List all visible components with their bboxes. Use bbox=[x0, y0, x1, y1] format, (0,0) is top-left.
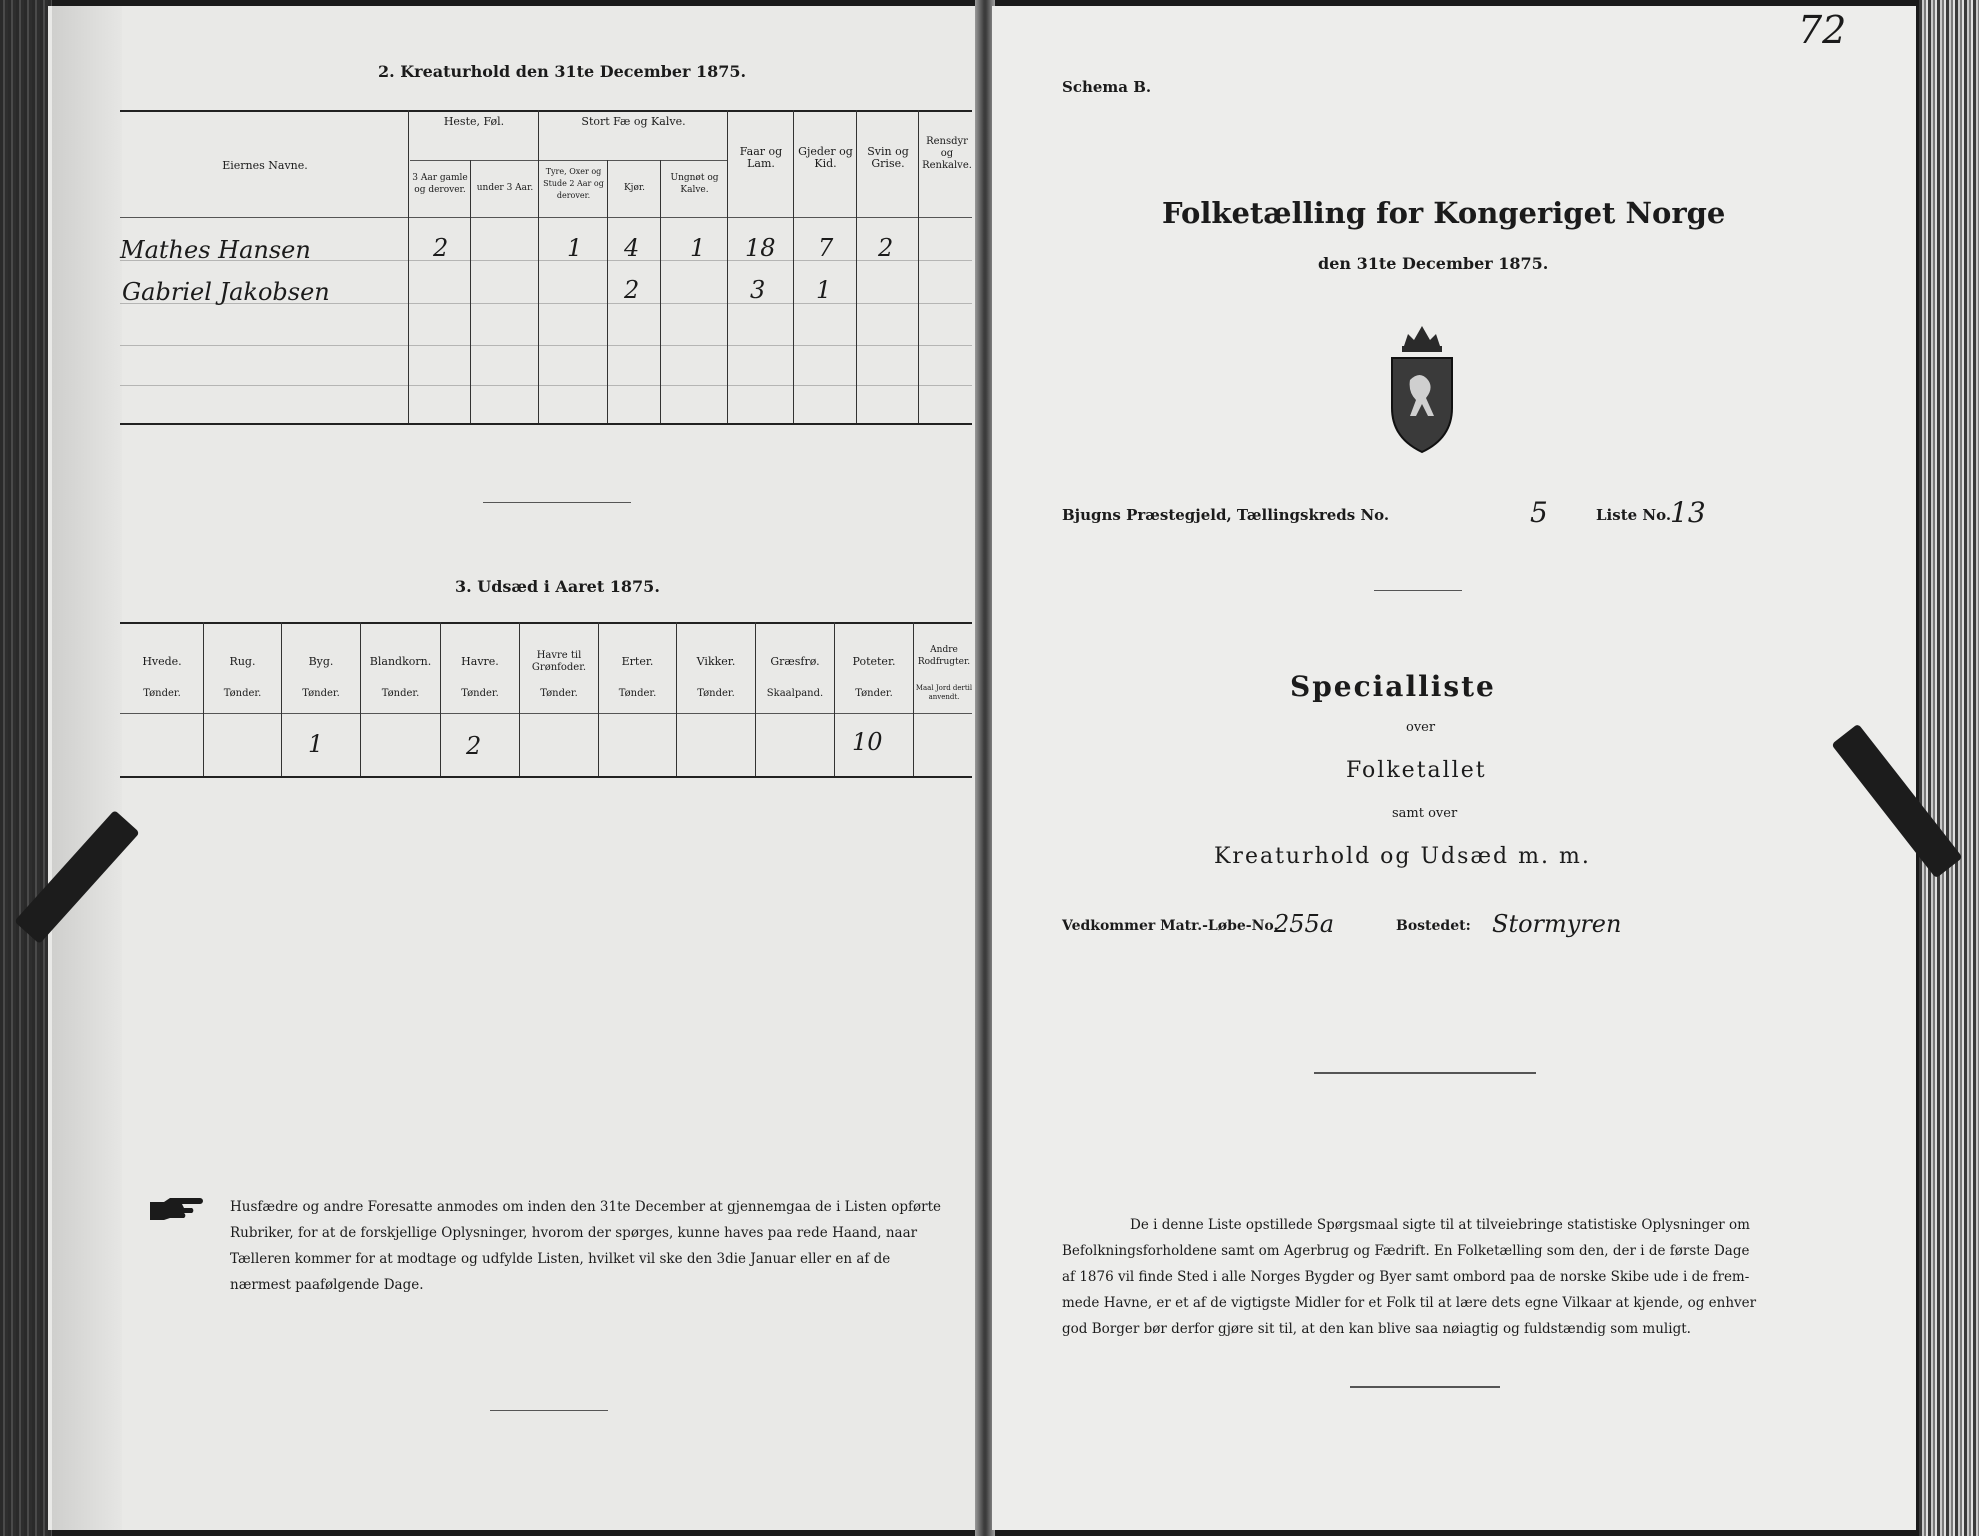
footer-line: Befolkningsforholdene samt om Agerbrug og Fædrift. En Folketælling som den, der i de første Dage bbox=[1062, 1243, 1750, 1259]
poteter-header: Poteter. bbox=[852, 655, 896, 668]
row2-faar: 3 bbox=[750, 276, 766, 304]
havre-gronfoder-unit: Tønder. bbox=[540, 688, 578, 699]
havre-gronfoder-header: Havre til Grønfoder. bbox=[531, 650, 587, 673]
svin-header: Svin og Grise. bbox=[867, 145, 909, 170]
table2-row-rule bbox=[120, 385, 972, 386]
notice-line: Husfædre og andre Foresatte anmodes om inden den 31te December at gjennemgaa de i Listen opførte bbox=[230, 1199, 942, 1215]
gjeder-header: Gjeder og Kid. bbox=[798, 145, 853, 170]
norway-coat-of-arms bbox=[1382, 318, 1462, 462]
table2-col-divider bbox=[856, 110, 857, 423]
page-number: 72 bbox=[1798, 8, 1847, 52]
book-edge-right bbox=[1919, 0, 1979, 1536]
notice-block bbox=[230, 1194, 970, 1298]
heste-header: Heste, Føl. bbox=[443, 115, 505, 128]
footer-line: god Borger bør derfor gjøre sit til, at den kan blive saa nøiagtig og fuldstændig som muligt. bbox=[1062, 1321, 1691, 1337]
table3-bottom-rule bbox=[120, 776, 972, 778]
byg-value: 1 bbox=[308, 730, 324, 758]
left-page bbox=[48, 6, 978, 1530]
graesfro-header: Græsfrø. bbox=[770, 655, 820, 668]
footer-line: af 1876 vil finde Sted i alle Norges Bygder og Byer samt ombord paa de norske Skibe ude i de frem- bbox=[1062, 1269, 1750, 1285]
liste-label: Liste No. bbox=[1596, 506, 1672, 524]
table3-header-rule bbox=[120, 713, 972, 714]
byg-header: Byg. bbox=[308, 655, 334, 668]
poteter-unit: Tønder. bbox=[855, 688, 893, 699]
table2-header-rule bbox=[120, 217, 972, 218]
bottom-separator bbox=[1350, 1386, 1500, 1388]
book-edge-left bbox=[0, 0, 52, 1536]
havre-unit: Tønder. bbox=[461, 688, 499, 699]
blandkorn-header: Blandkorn. bbox=[369, 655, 432, 668]
footer-block bbox=[1062, 1212, 1892, 1342]
document-title: Folketælling for Kongeriget Norge bbox=[1162, 196, 1726, 230]
folketallet-heading: Folketallet bbox=[1346, 758, 1487, 783]
footer-line: De i denne Liste opstillede Spørgsmaal sigte til at tilveiebringe statistiske Oplysninger om bbox=[1130, 1217, 1750, 1233]
table2-col-divider bbox=[727, 110, 728, 423]
erter-header: Erter. bbox=[621, 655, 654, 668]
table2-col-divider bbox=[538, 110, 539, 423]
table2-col-divider bbox=[918, 110, 919, 423]
section2-title: 2. Kreaturhold den 31te December 1875. bbox=[378, 62, 747, 81]
row2-kjor: 2 bbox=[624, 276, 640, 304]
bosted-value: Stormyren bbox=[1492, 910, 1622, 938]
section3-title: 3. Udsæd i Aaret 1875. bbox=[455, 577, 660, 596]
andre-rodfrugter-header: Andre Rodfrugter. bbox=[917, 645, 971, 667]
ungnot-header: Ungnøt og Kalve. bbox=[670, 173, 719, 195]
district-label: Bjugns Præstegjeld, Tællingskreds No. bbox=[1062, 506, 1390, 524]
table2-col-divider bbox=[408, 110, 409, 423]
document-date: den 31te December 1875. bbox=[1318, 254, 1549, 273]
table2-col-divider bbox=[470, 160, 471, 423]
row1-tyre: 1 bbox=[567, 234, 583, 262]
row1-heste-3aar: 2 bbox=[433, 234, 449, 262]
separator bbox=[1374, 590, 1462, 591]
kjor-header: Kjør. bbox=[623, 183, 646, 193]
separator bbox=[1314, 1072, 1536, 1074]
rensdyr-header: Rensdyr og Renkalve. bbox=[922, 136, 972, 171]
district-number: 5 bbox=[1530, 496, 1548, 529]
table2-top-rule bbox=[120, 110, 972, 112]
owner-header: Eiernes Navne. bbox=[222, 159, 308, 172]
over-label: over bbox=[1406, 720, 1436, 735]
blandkorn-unit: Tønder. bbox=[381, 688, 420, 699]
graesfro-unit: Skaalpand. bbox=[766, 688, 824, 699]
table3-top-rule bbox=[120, 622, 972, 624]
left-page-margin bbox=[52, 6, 122, 1530]
row1-svin: 2 bbox=[878, 234, 894, 262]
specialliste-heading: Specialliste bbox=[1290, 670, 1496, 703]
heste-under3-header: under 3 Aar. bbox=[476, 183, 534, 193]
row2-gjeder: 1 bbox=[816, 276, 832, 304]
rug-header: Rug. bbox=[229, 655, 256, 668]
row1-ungnot: 1 bbox=[690, 234, 706, 262]
table2-group-rule bbox=[410, 160, 728, 161]
row1-faar: 18 bbox=[745, 234, 776, 262]
erter-unit: Tønder. bbox=[618, 688, 657, 699]
havre-header: Havre. bbox=[461, 655, 499, 668]
footer-line: mede Havne, er et af de vigtigste Midler for et Folk til at lære dets egne Vilkaar at kjende, og enhver bbox=[1062, 1295, 1757, 1311]
table2-row-rule bbox=[120, 345, 972, 346]
notice-line: Tælleren kommer for at modtage og udfylde Listen, hvilket vil ske den 3die Januar eller en af de bbox=[230, 1251, 891, 1267]
table2-bottom-rule bbox=[120, 423, 972, 425]
poteter-value: 10 bbox=[852, 728, 883, 756]
byg-unit: Tønder. bbox=[302, 688, 340, 699]
stortfae-header: Stort Fæ og Kalve. bbox=[581, 115, 686, 128]
table2-col-divider bbox=[607, 160, 608, 423]
notice-line: nærmest paafølgende Dage. bbox=[230, 1277, 424, 1293]
separator bbox=[483, 502, 631, 503]
row1-kjor: 4 bbox=[624, 234, 640, 262]
liste-number: 13 bbox=[1670, 496, 1706, 529]
row2-owner-name: Gabriel Jakobsen bbox=[122, 278, 330, 306]
vikker-header: Vikker. bbox=[696, 655, 736, 668]
vikker-unit: Tønder. bbox=[697, 688, 735, 699]
rug-unit: Tønder. bbox=[223, 688, 262, 699]
matr-number: 255a bbox=[1274, 910, 1335, 938]
schema-label: Schema B. bbox=[1062, 78, 1152, 96]
row1-owner-name: Mathes Hansen bbox=[120, 236, 311, 264]
havre-value: 2 bbox=[466, 732, 482, 760]
table2-col-divider bbox=[660, 160, 661, 423]
row1-gjeder: 7 bbox=[818, 234, 834, 262]
faar-header: Faar og Lam. bbox=[739, 145, 783, 170]
samt-over-label: samt over bbox=[1392, 806, 1458, 821]
bottom-separator bbox=[490, 1410, 608, 1411]
andre-unit: Maal Jord dertil anvendt. bbox=[915, 684, 973, 701]
pointing-hand-icon bbox=[148, 1194, 208, 1226]
heste-3aar-header: 3 Aar gamle og derover. bbox=[412, 173, 468, 195]
tyre-header: Tyre, Oxer og Stude 2 Aar og derover. bbox=[543, 167, 604, 200]
matr-label: Vedkommer Matr.-Løbe-No. bbox=[1062, 918, 1279, 934]
hvede-header: Hvede. bbox=[142, 655, 182, 668]
table2-col-divider bbox=[793, 110, 794, 423]
notice-line: Rubriker, for at de forskjellige Oplysninger, hvorom der spørges, kunne haves paa rede Haand, naar bbox=[230, 1225, 918, 1241]
bosted-label: Bostedet: bbox=[1396, 918, 1471, 934]
hvede-unit: Tønder. bbox=[143, 688, 181, 699]
kreaturhold-heading: Kreaturhold og Udsæd m. m. bbox=[1214, 844, 1591, 869]
